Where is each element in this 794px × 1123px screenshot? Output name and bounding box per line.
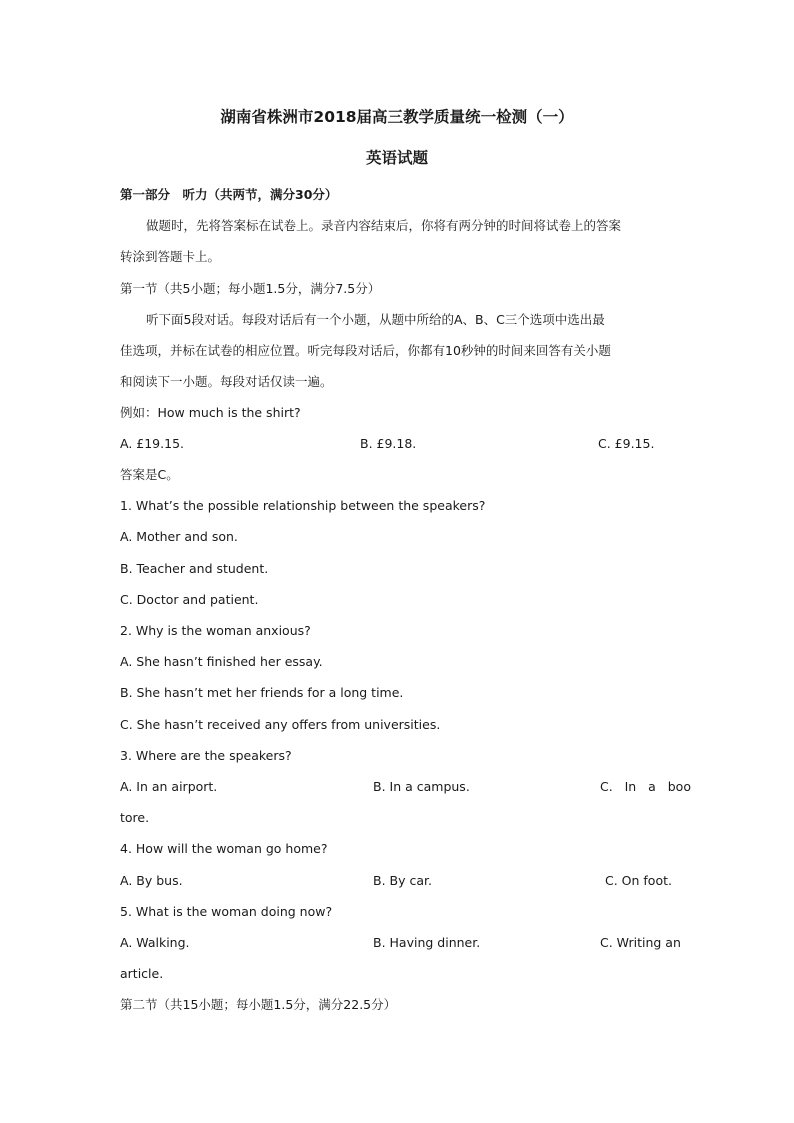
question-1-option-b: B. Teacher and student. (120, 561, 269, 576)
page-title: 湖南省株洲市2018届高三教学质量统一检测（一） (220, 108, 574, 126)
question-5-option-c: C. Writing an (600, 935, 681, 950)
question-2-option-a: A. She hasn’t finished her essay. (120, 654, 323, 669)
question-3-option-a: A. In an airport. (120, 779, 218, 794)
question-4-option-a: A. By bus. (120, 873, 183, 888)
part1-heading: 第一部分 听力（共两节，满分30分） (120, 187, 338, 202)
section1-instruction-line: 和阅读下一小题。每段对话仅读一遍。 (120, 374, 333, 389)
question-4-option-b: B. By car. (373, 873, 432, 888)
page-subtitle: 英语试题 (365, 149, 428, 167)
question-5-option-b: B. Having dinner. (373, 935, 481, 950)
section1-heading: 第一节（共5小题；每小题1.5分，满分7.5分） (120, 281, 381, 296)
section1-instruction-line: 听下面5段对话。每段对话后有一个小题，从题中所给的A、B、C三个选项中选出最 (146, 312, 605, 327)
question-4: 4. How will the woman go home? (120, 841, 328, 856)
part1-instruction-line: 做题时，先将答案标在试卷上。录音内容结束后，你将有两分钟的时间将试卷上的答案 (146, 218, 622, 233)
question-5-option-a: A. Walking. (120, 935, 190, 950)
question-2-option-c: C. She hasn’t received any offers from universities. (120, 717, 441, 732)
question-2: 2. Why is the woman anxious? (120, 623, 311, 638)
question-5: 5. What is the woman doing now? (120, 904, 333, 919)
part1-instruction-line: 转涂到答题卡上。 (120, 249, 221, 264)
example-question: 例如：How much is the shirt? (120, 405, 301, 420)
question-1-option-a: A. Mother and son. (120, 529, 238, 544)
question-3: 3. Where are the speakers? (120, 748, 292, 763)
question-3-option-c-wrap: tore. (120, 810, 150, 825)
section2-heading: 第二节（共15小题；每小题1.5分，满分22.5分） (120, 997, 397, 1012)
example-option-c: C. £9.15. (598, 436, 655, 451)
question-1: 1. What’s the possible relationship between the speakers? (120, 498, 486, 513)
example-option-a: A. £19.15. (120, 436, 184, 451)
question-3-option-c: C. In a boo (600, 779, 691, 794)
example-option-b: B. £9.18. (360, 436, 417, 451)
question-3-option-b: B. In a campus. (373, 779, 470, 794)
question-4-option-c: C. On foot. (605, 873, 672, 888)
example-answer: 答案是C。 (120, 467, 179, 482)
question-2-option-b: B. She hasn’t met her friends for a long time. (120, 685, 404, 700)
question-5-option-c-wrap: article. (120, 966, 164, 981)
section1-instruction-line: 佳选项，并标在试卷的相应位置。听完每段对话后，你都有10秒钟的时间来回答有关小题 (120, 343, 611, 358)
question-1-option-c: C. Doctor and patient. (120, 592, 259, 607)
